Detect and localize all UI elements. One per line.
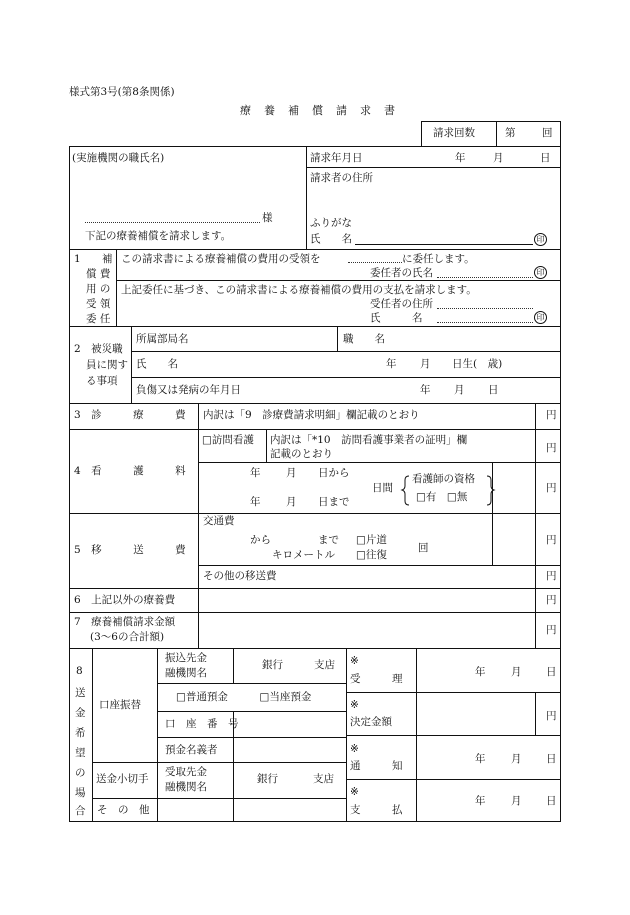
s1-delegate-line: [348, 262, 402, 263]
s8-char-5: の: [75, 767, 86, 779]
form-number: 様式第3号(第8条関係): [69, 86, 175, 98]
s4-visit-check: □訪問看護: [202, 434, 254, 446]
s7-label-1: 7 療養補償請求金額: [74, 616, 176, 628]
s1-num: 1: [74, 253, 81, 265]
s1-line2: 上記委任に基づき、この請求書による療養補償の費用の支払を請求します。: [121, 284, 477, 296]
s8-holder: 預金名義者: [165, 744, 218, 756]
s8-branch-2: 支店: [313, 773, 334, 785]
s2-label-2: 員に関す: [86, 359, 128, 371]
date-month: 月: [493, 152, 504, 164]
s5-other-label: その他の移送費: [203, 570, 277, 582]
name-label: 氏 名: [310, 233, 352, 245]
s5-transport-label: 交通費: [203, 515, 235, 527]
s4-from-day: 日から: [318, 467, 350, 479]
s8-notify-mark: ※: [350, 743, 359, 755]
s1-label-2: 償 費: [86, 268, 111, 280]
s5-unit-2: 円: [546, 570, 557, 582]
s2-birth-month: 月: [420, 358, 431, 370]
s8-deposit-types: □普通預金 □当座預金: [176, 691, 312, 703]
s2-name-label: 氏 名: [136, 358, 178, 370]
s8-accept: 受 理: [350, 673, 403, 685]
s4-to-year: 年: [250, 496, 261, 508]
org-label: (実施機関の職氏名): [72, 152, 165, 164]
s5-from: から: [250, 534, 271, 546]
s4-visit-text-2: 記載のとおり: [270, 448, 333, 460]
s1-label-1: 補: [102, 253, 113, 265]
s8-pay-mark: ※: [350, 786, 359, 798]
s8-pay: 支 払: [350, 804, 403, 816]
claim-count-label: 請求回数: [433, 127, 475, 139]
s8-decision-unit: 円: [546, 710, 557, 722]
s5-unit-1: 円: [546, 534, 557, 546]
s1-line1: この請求書による療養補償の費用の受領を: [121, 253, 321, 265]
s4-to-month: 月: [286, 496, 297, 508]
s1-label-4: 受 領: [86, 298, 111, 310]
s4-visit-text-1: 内訳は「*10 訪問看護事業者の証明」欄: [270, 434, 468, 446]
s8-notify-year: 年: [475, 753, 486, 765]
address-label: 請求者の住所: [310, 172, 373, 184]
s8-notify-day: 日: [546, 753, 557, 765]
s2-injury-label: 負傷又は発病の年月日: [136, 384, 241, 396]
s8-accept-day: 日: [546, 666, 557, 678]
s8-other: そ の 他: [97, 804, 150, 816]
s4-from-month: 月: [286, 467, 297, 479]
claim-dai: 第: [505, 127, 516, 139]
date-label: 請求年月日: [310, 152, 363, 164]
s4-nurse-qual-options: □有 □無: [416, 491, 468, 503]
s3-unit: 円: [546, 409, 557, 421]
date-year: 年: [455, 152, 466, 164]
s1-receiver-address-line: [437, 308, 533, 309]
s8-decision-mark: ※: [350, 699, 359, 711]
s4-label: 4 看 護 料: [74, 465, 186, 477]
s3-content: 内訳は「9 診療費請求明細」欄記載のとおり: [203, 409, 420, 421]
s1-delegate-name-label: 委任者の氏名: [370, 267, 433, 279]
s7-unit: 円: [546, 624, 557, 636]
seal-icon: 印: [534, 233, 547, 246]
s7-label-2: (3〜6の合計額): [90, 631, 165, 643]
s5-label: 5 移 送 費: [74, 544, 186, 556]
s8-pay-year: 年: [475, 795, 486, 807]
s4-days-label: 日間: [372, 482, 393, 494]
s5-km: キロメートル: [272, 549, 335, 561]
date-day: 日: [540, 152, 551, 164]
s1-line1-end: に委任します。: [402, 253, 475, 265]
s2-birth-day: 日生( 歳): [452, 358, 503, 370]
s5-round-trip: □往復: [356, 549, 387, 561]
s5-to: まで: [318, 534, 339, 546]
s4-unit-1: 円: [546, 442, 557, 454]
s4-from-year: 年: [250, 467, 261, 479]
s6-label: 6 上記以外の療養費: [74, 594, 176, 606]
s2-injury-year: 年: [420, 384, 431, 396]
s2-dept-label: 所属部局名: [136, 333, 189, 345]
s8-bank-2: 銀行: [257, 773, 278, 785]
s8-char-1: 送: [75, 687, 86, 699]
s2-injury-month: 月: [454, 384, 465, 396]
s8-bank-1: 銀行: [262, 659, 283, 671]
s8-pay-month: 月: [511, 795, 522, 807]
s8-decision: 決定金額: [350, 716, 392, 728]
claim-kai: 回: [542, 127, 553, 139]
s8-accept-month: 月: [511, 666, 522, 678]
s1-seal-2-icon: 印: [534, 311, 547, 324]
s8-dest-bank-1: 振込先金: [165, 652, 207, 664]
s8-char-2: 金: [75, 707, 86, 719]
s8-char-3: 希: [75, 727, 86, 739]
s5-times: 回: [418, 542, 429, 554]
s6-unit: 円: [546, 594, 557, 606]
s1-seal-1-icon: 印: [534, 266, 547, 279]
s2-injury-day: 日: [488, 384, 499, 396]
s2-label-3: る事項: [86, 375, 118, 387]
s3-label: 3 診 療 費: [74, 409, 186, 421]
s5-one-way: □片道: [356, 534, 387, 546]
s1-receiver-name-label: 氏 名: [370, 312, 423, 324]
s1-receiver-address-label: 受任者の住所: [370, 298, 433, 310]
s8-char-6: 場: [75, 787, 86, 799]
s8-notify-month: 月: [511, 753, 522, 765]
s1-delegate-name-line: [437, 277, 533, 278]
s2-birth-year: 年: [386, 358, 397, 370]
s1-label-5: 委 任: [86, 313, 111, 325]
s8-recv-bank-1: 受取先金: [165, 766, 207, 778]
name-underline: [355, 244, 533, 245]
s8-recv-bank-2: 融機関名: [165, 781, 207, 793]
sama: 様: [262, 212, 273, 224]
s8-accept-year: 年: [475, 666, 486, 678]
s8-pay-day: 日: [546, 795, 557, 807]
s8-notify: 通 知: [350, 760, 403, 772]
s2-label-1: 2 被災職: [74, 343, 123, 355]
s1-label-3: 用 の: [86, 283, 111, 295]
s8-char-7: 合: [75, 805, 86, 817]
request-text: 下記の療養補償を請求します。: [85, 230, 232, 242]
page-title: 療 養 補 償 請 求 書: [240, 104, 396, 117]
s8-branch-1: 支店: [314, 659, 335, 671]
s2-post-label: 職 名: [343, 333, 385, 345]
org-name-line: [85, 222, 260, 223]
furigana-label: ふりがな: [310, 217, 352, 229]
s8-char-0: 8: [76, 665, 83, 677]
s8-char-4: 望: [75, 747, 86, 759]
s4-unit-2: 円: [546, 482, 557, 494]
s8-account-transfer: 口座振替: [99, 699, 141, 711]
s4-to-day: 日まで: [318, 496, 350, 508]
s1-receiver-name-line: [437, 322, 533, 323]
s8-accept-mark: ※: [350, 655, 359, 667]
s8-account-no: 口 座 番 号: [165, 718, 239, 730]
s4-nurse-qual-label: 看護師の資格: [412, 473, 475, 485]
s8-dest-bank-2: 融機関名: [165, 667, 207, 679]
s8-small-check: 送金小切手: [96, 773, 149, 785]
